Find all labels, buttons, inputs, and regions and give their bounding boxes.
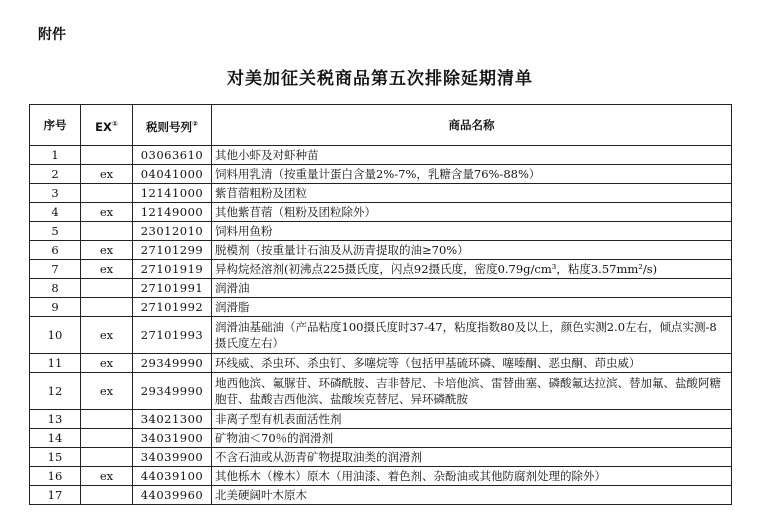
row-seq: 7 <box>30 260 81 279</box>
row-ex-flag <box>81 448 133 467</box>
row-ex-flag <box>81 146 133 165</box>
row-tariff-code: 29349990 <box>133 354 212 373</box>
row-seq: 13 <box>30 410 81 429</box>
row-product-name: 紫苜蓿粗粉及团粒 <box>212 184 732 203</box>
row-seq: 2 <box>30 165 81 184</box>
row-seq: 10 <box>30 317 81 354</box>
row-ex-flag: ex <box>81 373 133 410</box>
column-header-code-label: 税则号列 <box>146 119 193 134</box>
row-product-name: 润滑脂 <box>212 298 732 317</box>
column-header-name <box>212 105 732 146</box>
table-row <box>30 146 732 165</box>
row-tariff-code: 27101993 <box>133 317 212 354</box>
column-header-name-label: 商品名称 <box>448 118 495 132</box>
table-row <box>30 279 732 298</box>
row-ex-flag <box>81 410 133 429</box>
row-product-name: 非离子型有机表面活性剂 <box>212 410 732 429</box>
table-row <box>30 467 732 486</box>
row-product-name: 北美硬阔叶木原木 <box>212 486 732 505</box>
row-product-name: 其他栎木（橡木）原木（用油漆、着色剂、杂酚油或其他防腐剂处理的除外） <box>212 467 732 486</box>
table-row <box>30 184 732 203</box>
table-row <box>30 260 732 279</box>
row-tariff-code: 03063610 <box>133 146 212 165</box>
row-seq: 3 <box>30 184 81 203</box>
table-row <box>30 410 732 429</box>
row-seq: 17 <box>30 486 81 505</box>
footnote-marker-2: ② <box>192 119 198 128</box>
footnote-marker-1: ① <box>111 119 118 128</box>
annex-label: 附件 <box>38 27 66 43</box>
row-seq: 16 <box>30 467 81 486</box>
column-header-ex-label: EX <box>95 119 112 134</box>
row-seq: 11 <box>30 354 81 373</box>
row-tariff-code: 34039900 <box>133 448 212 467</box>
row-seq: 6 <box>30 241 81 260</box>
table-row <box>30 448 732 467</box>
table-row <box>30 354 732 373</box>
row-product-name: 环线威、杀虫环、杀虫钉、多噻烷等（包括甲基硫环磷、噻嗪酮、恶虫酮、茚虫威） <box>212 354 732 373</box>
row-product-name: 饲料用鱼粉 <box>212 222 732 241</box>
row-ex-flag: ex <box>81 354 133 373</box>
row-ex-flag: ex <box>81 260 133 279</box>
row-seq: 4 <box>30 203 81 222</box>
row-ex-flag <box>81 184 133 203</box>
row-tariff-code: 23012010 <box>133 222 212 241</box>
row-ex-flag: ex <box>81 467 133 486</box>
row-ex-flag <box>81 298 133 317</box>
row-ex-flag <box>81 222 133 241</box>
table-row <box>30 222 732 241</box>
row-product-name: 饲料用乳清（按重量计蛋白含量2%-7%，乳糖含量76%-88%） <box>212 165 732 184</box>
row-ex-flag <box>81 279 133 298</box>
row-tariff-code: 12149000 <box>133 203 212 222</box>
row-product-name: 其他小虾及对虾种苗 <box>212 146 732 165</box>
row-product-name: 润滑油 <box>212 279 732 298</box>
column-header-code <box>133 105 212 146</box>
column-header-seq <box>30 105 81 146</box>
table-row <box>30 203 732 222</box>
row-tariff-code: 29349990 <box>133 373 212 410</box>
row-tariff-code: 34031900 <box>133 429 212 448</box>
row-ex-flag: ex <box>81 203 133 222</box>
row-ex-flag: ex <box>81 165 133 184</box>
row-ex-flag <box>81 429 133 448</box>
row-product-name: 不含石油或从沥青矿物提取油类的润滑剂 <box>212 448 732 467</box>
row-tariff-code: 27101991 <box>133 279 212 298</box>
row-tariff-code: 27101299 <box>133 241 212 260</box>
table-row <box>30 298 732 317</box>
row-seq: 12 <box>30 373 81 410</box>
row-product-name: 矿物油＜70％的润滑剂 <box>212 429 732 448</box>
document-title: 对美加征关税商品第五次排除延期清单 <box>227 69 533 89</box>
row-ex-flag <box>81 486 133 505</box>
column-header-seq-label: 序号 <box>43 118 67 132</box>
row-seq: 15 <box>30 448 81 467</box>
row-product-name: 其他紫苜蓿（粗粉及团粒除外） <box>212 203 732 222</box>
row-tariff-code: 44039100 <box>133 467 212 486</box>
table-row <box>30 317 732 354</box>
row-product-name: 润滑油基础油（产品粘度100摄氏度时37-47，粘度指数80及以上，颜色实测2.0左右，倾点实测-8摄氏度左右） <box>212 317 732 354</box>
table-row <box>30 241 732 260</box>
row-tariff-code: 27101919 <box>133 260 212 279</box>
table-row <box>30 429 732 448</box>
row-product-name: 脱模剂（按重量计石油及从沥青提取的油≥70%） <box>212 241 732 260</box>
row-seq: 1 <box>30 146 81 165</box>
column-header-ex <box>81 105 133 146</box>
table-row <box>30 486 732 505</box>
row-ex-flag: ex <box>81 317 133 354</box>
row-seq: 14 <box>30 429 81 448</box>
row-seq: 8 <box>30 279 81 298</box>
row-ex-flag: ex <box>81 241 133 260</box>
exclusion-list-table <box>29 104 732 505</box>
row-tariff-code: 12141000 <box>133 184 212 203</box>
row-product-name: 异构烷烃溶剂(初沸点225摄氏度，闪点92摄氏度，密度0.79g/cm³，粘度3.57mm²/s) <box>212 260 732 279</box>
table-row <box>30 373 732 410</box>
row-seq: 9 <box>30 298 81 317</box>
row-tariff-code: 04041000 <box>133 165 212 184</box>
table-row <box>30 165 732 184</box>
row-product-name: 地西他滨、氟脲苷、环磷酰胺、吉非替尼、卡培他滨、雷替曲塞、磷酸氟达拉滨、替加氟、盐酸阿糖胞苷、盐酸吉西他滨、盐酸埃克替尼、异环磷酰胺 <box>212 373 732 410</box>
row-tariff-code: 44039960 <box>133 486 212 505</box>
table-header-row <box>30 105 732 146</box>
row-tariff-code: 34021300 <box>133 410 212 429</box>
row-seq: 5 <box>30 222 81 241</box>
row-tariff-code: 27101992 <box>133 298 212 317</box>
